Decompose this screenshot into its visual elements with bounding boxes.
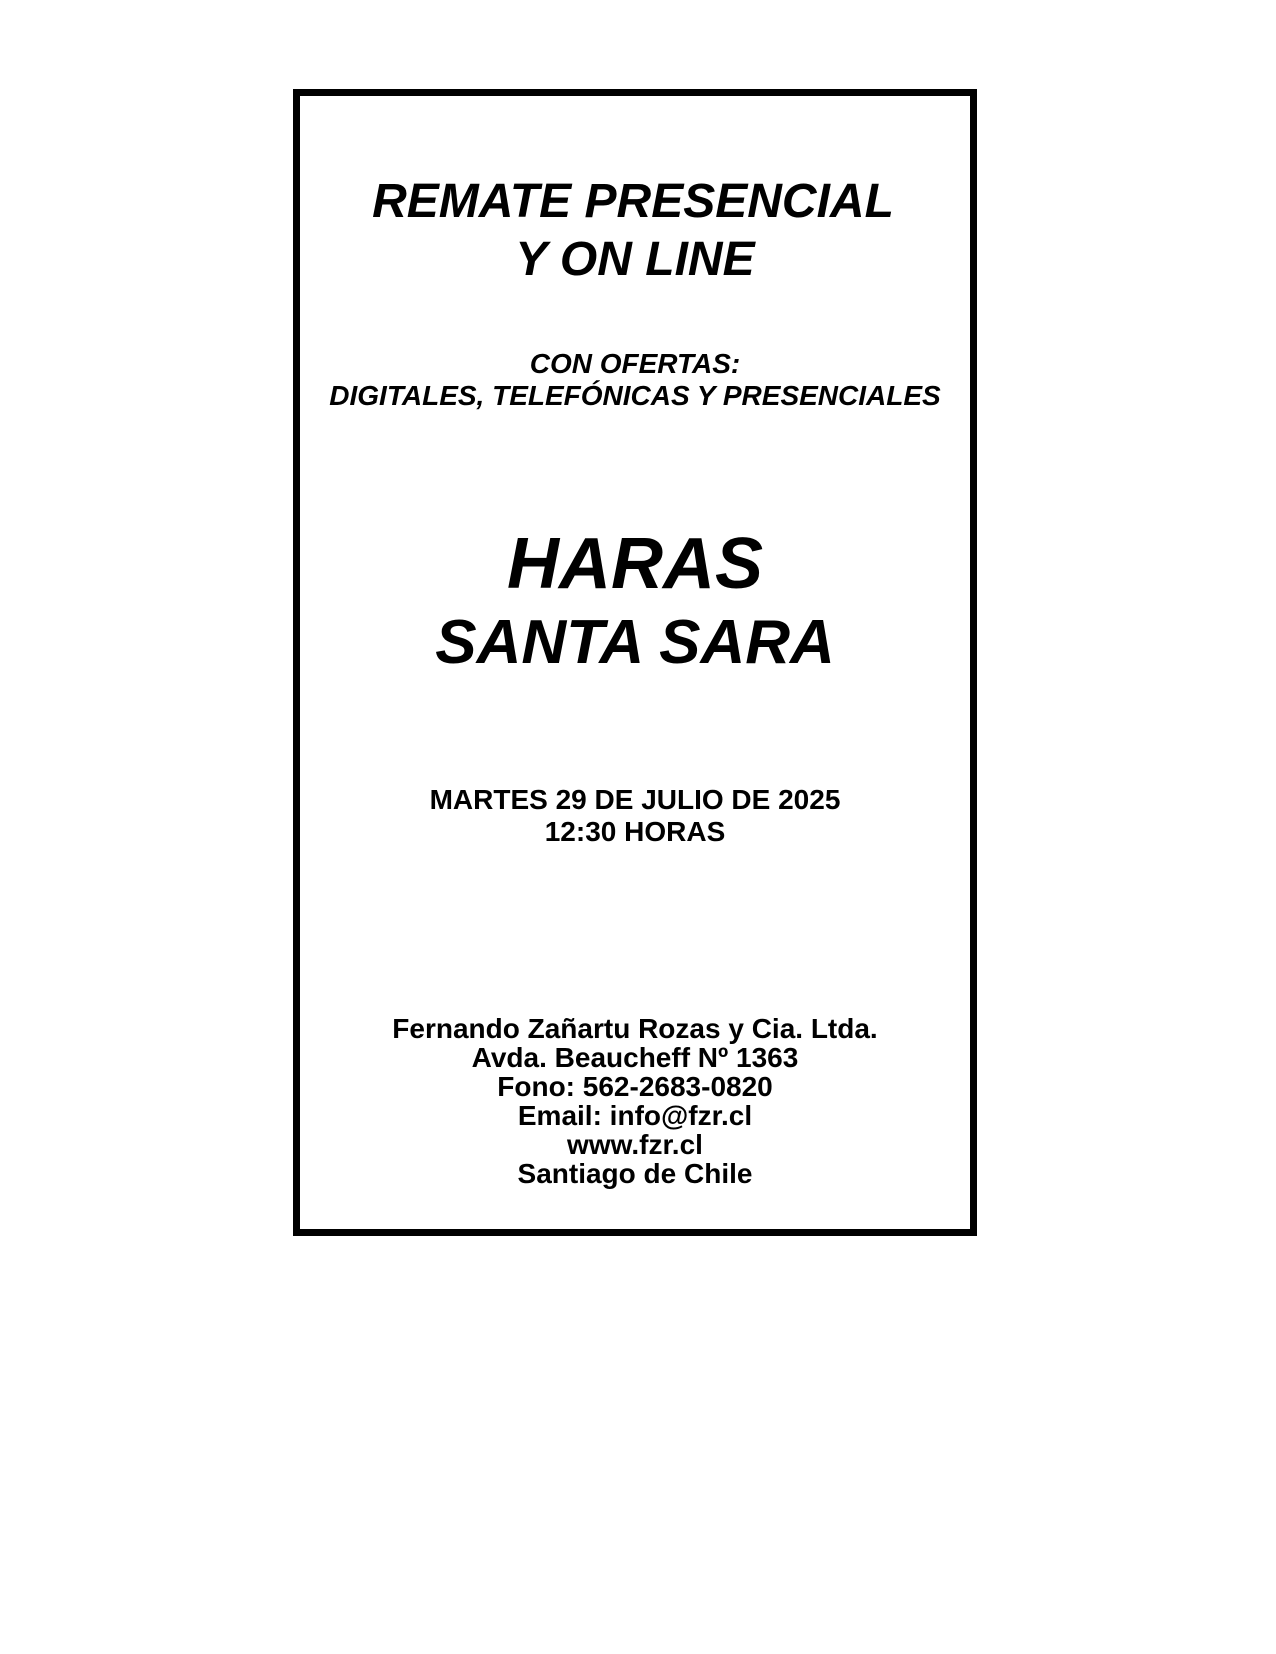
company-email: Email: info@fzr.cl (517, 1100, 753, 1131)
offers-types: DIGITALES, TELEFÓNICAS Y PRESENCIALES (329, 380, 941, 411)
offers-label: CON OFERTAS: (529, 348, 741, 379)
auction-time: 12:30 HORAS (544, 816, 726, 847)
title-line-2: Y ON LINE (515, 233, 755, 286)
auction-date: MARTES 29 DE JULIO DE 2025 (429, 784, 841, 815)
company-phone: Fono: 562-2683-0820 (497, 1071, 773, 1102)
haras-name: SANTA SARA (435, 608, 835, 677)
company-address: Avda. Beaucheff Nº 1363 (471, 1042, 799, 1073)
company-name: Fernando Zañartu Rozas y Cia. Ltda. (392, 1013, 878, 1044)
haras-title: HARAS (506, 524, 763, 604)
title-line-1: REMATE PRESENCIAL (372, 175, 894, 228)
company-website: www.fzr.cl (567, 1129, 703, 1160)
company-city: Santiago de Chile (517, 1158, 753, 1189)
